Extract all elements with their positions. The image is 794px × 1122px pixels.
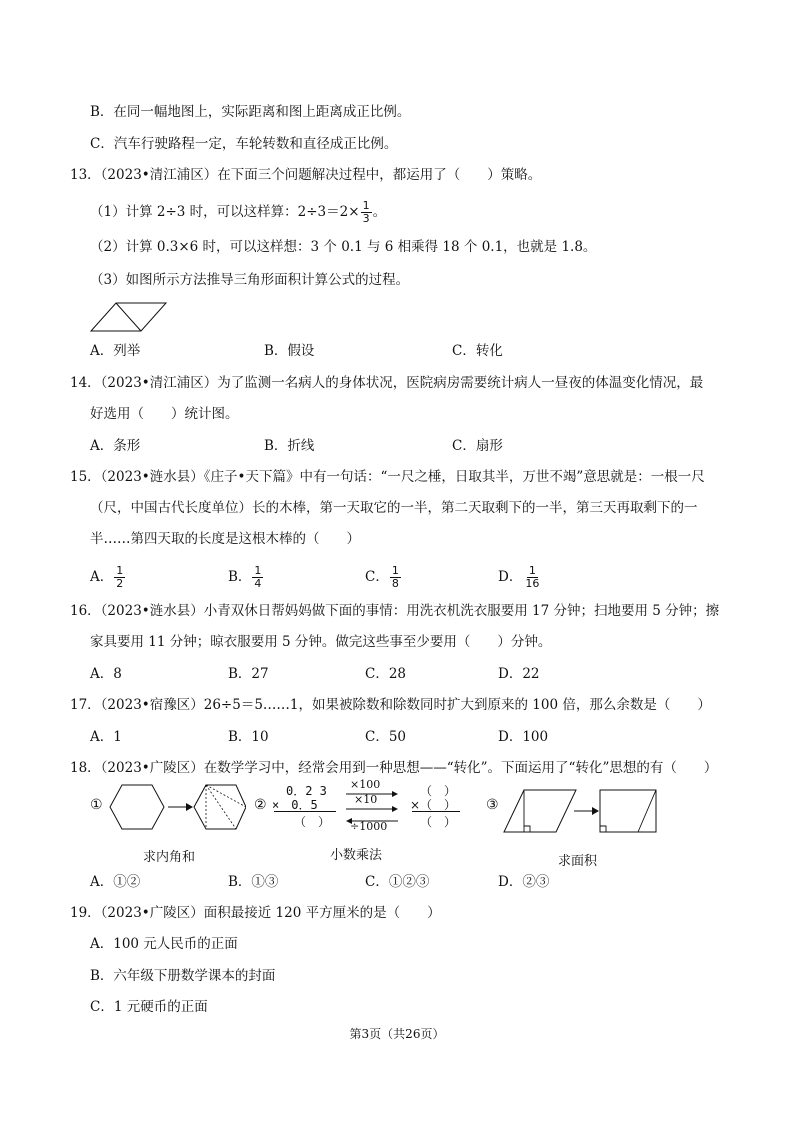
factor-blank-1: （ ） <box>420 784 457 798</box>
q19-stem: 19．（2023•广陵区）面积最接近 120 平方厘米的是（ ） <box>70 905 441 921</box>
figure-marker-1: ① <box>90 797 103 813</box>
q13-option-b: B．假设 <box>264 343 315 359</box>
q16-option-d: D．22 <box>498 666 540 682</box>
arrow-label-x10: ×10 <box>354 793 378 806</box>
q19-option-c: C．1 元硬币的正面 <box>90 999 208 1015</box>
q13-statement-2: （2）计算 0.3×6 时，可以这样想：3 个 0.1 与 6 相乘得 18 个 0.1，也就是 1.8。 <box>90 239 597 255</box>
q15-option-b: B． $\frac{1}{4}$ <box>228 564 262 590</box>
caption-area: 求面积 <box>558 854 598 869</box>
q14-line-2: 好选用（ ）统计图。 <box>90 406 239 422</box>
fraction: $\frac{1}{8}$ <box>391 564 399 590</box>
figure-marker-2: ② <box>254 797 267 813</box>
fraction: $\frac{1}{16}$ <box>525 564 540 590</box>
multiplicand: 0．2 3 <box>286 784 327 798</box>
q13-option-c: C．转化 <box>452 343 503 359</box>
q15-option-c: C． $\frac{1}{8}$ <box>365 564 399 590</box>
multiplier: × 0．5 <box>272 798 318 812</box>
arrow-label-x100: ×100 <box>350 778 381 791</box>
q16-line-2: 家具要用 11 分钟；晾衣服要用 5 分钟。做完这些事至少要用（ ）分钟。 <box>90 634 552 650</box>
q17-option-d: D．100 <box>498 729 549 745</box>
right-arrow-icon <box>346 805 398 813</box>
q18-stem: 18．（2023•广陵区）在数学学习中，经常会用到一种思想——“转化”。下面运用了“转化”思想的有（ ） <box>70 760 718 776</box>
q17-stem: 17．（2023•宿豫区）26÷5＝5……1，如果被除数和除数同时扩大到原来的 100 倍，那么余数是（ ） <box>70 697 711 713</box>
q13-option-a: A．列举 <box>90 343 141 359</box>
caption-decimal-multiplication: 小数乘法 <box>330 848 383 863</box>
q17-option-c: C．50 <box>365 729 407 745</box>
q18-option-b: B．①③ <box>228 874 279 890</box>
product-blank: （ ） <box>294 815 331 829</box>
q15-line-1: 15．（2023•涟水县）《庄子•天下篇》中有一句话：“一尺之棰，日取其半，万世不竭”意思就是：一根一尺 <box>70 469 705 485</box>
fraction: $\frac{1}{2}$ <box>116 564 124 590</box>
q19-option-a: A．100 元人民币的正面 <box>90 936 238 952</box>
product-blank-2: （ ） <box>420 815 457 829</box>
q12-option-b: B．在同一幅地图上，实际距离和图上距离成正比例。 <box>90 104 411 120</box>
sum-line <box>274 811 336 812</box>
q16-option-c: C．28 <box>365 666 407 682</box>
q13-statement-1: （1）计算 2÷3 时，可以这样算：2÷3＝2× $\frac{1}{3}$ 。 <box>90 199 387 225</box>
q18-option-c: C．①②③ <box>365 874 430 890</box>
q16-option-a: A．8 <box>90 666 122 682</box>
arrow-label-div1000: ÷1000 <box>350 820 388 833</box>
q14-option-b: B．折线 <box>264 438 315 454</box>
q18-option-a: A．①② <box>90 874 141 890</box>
q13-stem: 13．（2023•清江浦区）在下面三个问题解决过程中，都运用了（ ）策略。 <box>70 167 542 183</box>
q15-line-3: 半……第四天取的长度是这根木棒的（ ） <box>90 531 360 547</box>
q17-option-b: B．10 <box>228 729 269 745</box>
q15-line-2: （尺，中国古代长度单位）长的木棒，第一天取它的一半，第二天取剩下的一半，第三天再取剩下的一 <box>90 500 698 516</box>
q14-option-a: A．条形 <box>90 438 141 454</box>
figure-marker-3: ③ <box>486 797 499 813</box>
q19-option-b: B．六年级下册数学课本的封面 <box>90 968 276 984</box>
q16-line-1: 16．（2023•涟水县）小青双休日帮妈妈做下面的事情：用洗衣机洗衣服要用 17 分钟；扫地要用 5 分钟；擦 <box>70 603 720 619</box>
q12-option-c: C．汽车行驶路程一定，车轮转数和直径成正比例。 <box>90 136 398 152</box>
factor-blank-2: ×（ ） <box>410 798 457 812</box>
q13-statement-3: （3）如图所示方法推导三角形面积计算公式的过程。 <box>90 272 410 288</box>
q16-option-b: B．27 <box>228 666 269 682</box>
parallelogram-to-rectangle-figure <box>500 786 670 836</box>
page-number-footer: 第3页（共26页） <box>349 1027 445 1041</box>
fraction-one-third: $\frac{1}{3}$ <box>362 199 370 225</box>
sum-line <box>412 811 460 812</box>
decimal-multiplication-figure <box>272 778 462 834</box>
hexagon-figure <box>106 782 246 832</box>
q15-option-a: A． $\frac{1}{2}$ <box>90 564 124 590</box>
q15-option-d: D． $\frac{1}{16}$ <box>498 564 540 590</box>
q14-line-1: 14．（2023•清江浦区）为了监测一名病人的身体状况，医院病房需要统计病人一昼夜的体温变化情况，最 <box>70 375 704 391</box>
parallelogram-triangle-figure <box>88 300 170 334</box>
q14-option-c: C．扇形 <box>452 438 503 454</box>
fraction: $\frac{1}{4}$ <box>254 564 262 590</box>
q17-option-a: A．1 <box>90 729 122 745</box>
caption-interior-angle-sum: 求内角和 <box>143 850 196 865</box>
q18-option-d: D．②③ <box>498 874 550 890</box>
